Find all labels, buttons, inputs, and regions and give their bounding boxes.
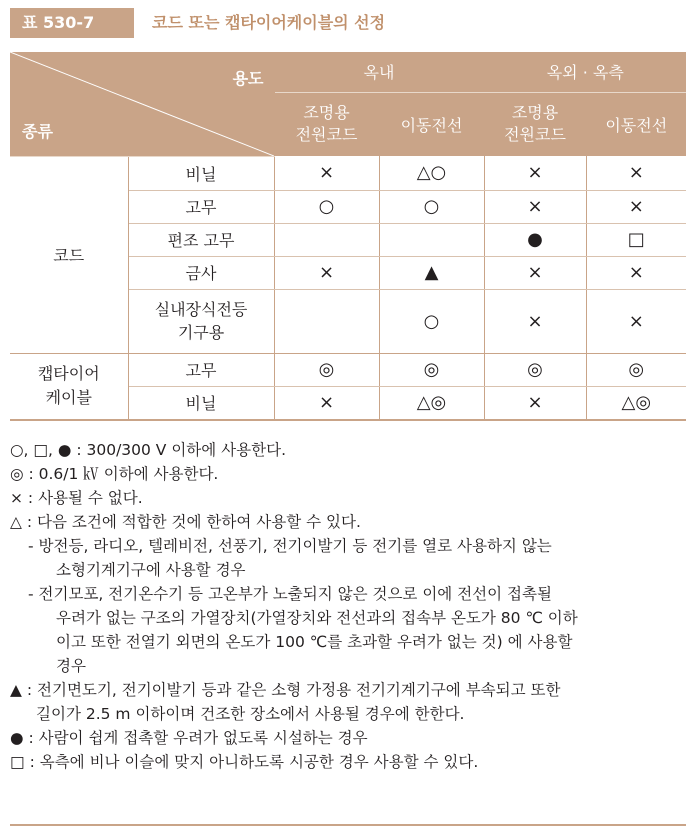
cell-value: △○: [379, 156, 484, 190]
header-use: 용도: [232, 69, 264, 88]
row-name-line1: 실내장식전등: [154, 300, 248, 319]
cell-value: ×: [274, 156, 379, 190]
note-line: 경우: [56, 657, 86, 675]
header-indoor-mobile: 이동전선: [379, 92, 484, 156]
cell-value: ◎: [586, 353, 686, 386]
row-name: 고무: [128, 353, 274, 386]
header-outdoor-mobile: 이동전선: [586, 92, 686, 156]
note-line: × : 사용될 수 없다.: [10, 489, 143, 507]
cell-value: ○: [379, 289, 484, 353]
cell-value: ×: [484, 289, 586, 353]
cell-value: ×: [484, 256, 586, 289]
cell-value: □: [586, 223, 686, 256]
cell-value: ▲: [379, 256, 484, 289]
cell-value: [274, 289, 379, 353]
note-line: - 전기모포, 전기온수기 등 고온부가 노출되지 않은 것으로 이에 전선이 접촉될: [28, 585, 552, 603]
table-number: 표 530-7: [10, 8, 134, 38]
header-indoor-lighting-line2: 전원코드: [295, 125, 358, 145]
note-line: □ : 옥측에 비나 이슬에 맞지 아니하도록 시공한 경우 사용할 수 있다.: [10, 753, 479, 771]
cell-value: ◎: [484, 353, 586, 386]
note-line: △ : 다음 조건에 적합한 것에 한하여 사용할 수 있다.: [10, 513, 361, 531]
cell-value: ×: [586, 289, 686, 353]
cell-value: ×: [484, 156, 586, 190]
table-caption: [10, 8, 686, 38]
cell-value: ×: [586, 156, 686, 190]
table-row: [10, 156, 686, 190]
group-cabtire: [10, 353, 128, 420]
group-cabtire-line2: 케이블: [45, 388, 92, 408]
row-name: 비닐: [128, 386, 274, 420]
header-outdoor-lighting: [484, 92, 586, 156]
cell-value: ×: [586, 256, 686, 289]
cell-value: ○: [274, 190, 379, 223]
row-name: 편조 고무: [128, 223, 274, 256]
cord-selection-table: [10, 52, 686, 421]
note-line: ◎ : 0.6/1 ㎸ 이하에 사용한다.: [10, 465, 219, 483]
cell-value: ×: [484, 386, 586, 420]
cell-value: [379, 223, 484, 256]
note-line: ● : 사람이 쉽게 접촉할 우려가 없도록 시설하는 경우: [10, 729, 368, 747]
cell-value: ×: [586, 190, 686, 223]
note-line: - 방전등, 라디오, 텔레비전, 선풍기, 전기이발기 등 전기를 열로 사용하지 않는: [28, 537, 552, 555]
cell-value: △◎: [586, 386, 686, 420]
cell-value: ●: [484, 223, 586, 256]
note-line: ▲ : 전기면도기, 전기이발기 등과 같은 소형 가정용 전기기계기구에 부속되고 또한: [10, 681, 561, 699]
header-indoor: 옥내: [274, 52, 484, 92]
cell-value: ◎: [379, 353, 484, 386]
row-name: [128, 289, 274, 353]
row-name-line2: 기구용: [177, 323, 225, 342]
row-name: 비닐: [128, 156, 274, 190]
cell-value: △◎: [379, 386, 484, 420]
header-kind: 종류: [22, 121, 53, 141]
table-title: 코드 또는 캡타이어케이블의 선정: [152, 13, 386, 32]
note-line: 길이가 2.5 m 이하이며 건조한 장소에서 사용될 경우에 한한다.: [36, 705, 465, 723]
cell-value: ○: [379, 190, 484, 223]
header-corner-cell: [10, 52, 274, 156]
note-line: 우려가 없는 구조의 가열장치(가열장치와 전선과의 접속부 온도가 80 ℃ 이하: [56, 609, 578, 627]
group-cord: 코드: [10, 156, 128, 353]
cell-value: ×: [274, 256, 379, 289]
note-line: ○, □, ● : 300/300 V 이하에 사용한다.: [10, 441, 286, 459]
row-name: 고무: [128, 190, 274, 223]
cell-value: ×: [484, 190, 586, 223]
header-indoor-lighting: [274, 92, 379, 156]
note-line: 이고 또한 전열기 외면의 온도가 100 ℃를 초과할 우려가 없는 것) 에 사용할: [56, 633, 573, 651]
cell-value: ×: [274, 386, 379, 420]
header-outdoor-lighting-line1: 조명용: [511, 103, 559, 123]
cell-value: ◎: [274, 353, 379, 386]
header-outdoor-lighting-line2: 전원코드: [504, 125, 566, 145]
group-cabtire-line1: 캡타이어: [37, 364, 100, 384]
header-outdoor: 옥외 · 옥측: [484, 52, 686, 92]
table-notes: [10, 438, 686, 774]
table-row: [10, 353, 686, 386]
note-line: 소형기계기구에 사용할 경우: [56, 561, 246, 579]
bottom-divider: [10, 824, 686, 826]
row-name: 금사: [128, 256, 274, 289]
cell-value: [274, 223, 379, 256]
header-indoor-lighting-line1: 조명용: [303, 103, 350, 123]
